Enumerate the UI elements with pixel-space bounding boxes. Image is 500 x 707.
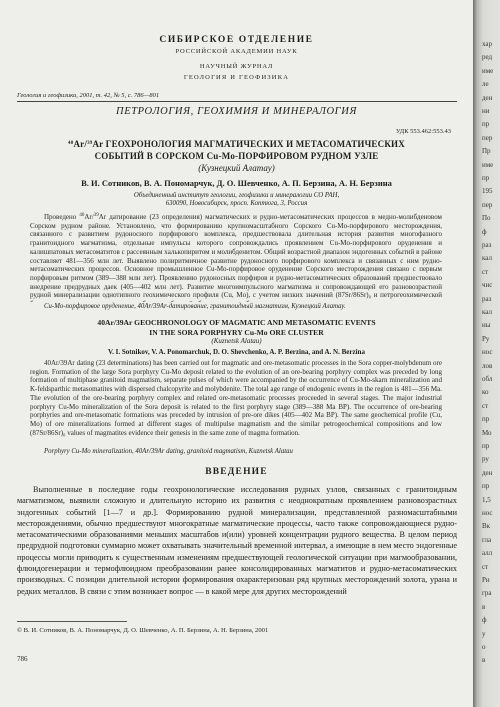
facing-page-fragment: ф — [482, 616, 487, 625]
facing-page-fragment: име — [482, 66, 494, 75]
masthead-line-3: НАУЧНЫЙ ЖУРНАЛ — [199, 63, 274, 70]
facing-page-fragment: пр — [482, 482, 490, 491]
facing-page-fragment: обл — [482, 375, 493, 383]
facing-page-fragment: у — [482, 629, 486, 638]
article-title-en-line-3: (Kuznetsk Alatau) — [211, 337, 262, 345]
authors-en: V. I. Sotnikov, V. A. Ponomarchuk, D. O. Shevchenko, A. P. Berzina, and A. N. Berzina — [108, 348, 365, 356]
abstract-ru: Проведено $^{40}$Ar/$^{39}$Ar датирование (23 определения) магматических и рудно-метасоматических процессов в медно-молибденовом Сорском рудном районе. Установлено, что формированию крупномасштабного Сорского Cu-Mo-порфирового месторождения, связанного с развитием рудоносного порфирового комплекса, предшествовала длительная история развития многофазного гранитоидного магматизма, отдельные импульсы которого сопровождались проявлением Cu-Mo-порфирового оруденения и калишпатовых метасоматитов с рассеянным халькопиритом и молибденитом. Общий возрастной диапазон эндогенных событий в районе составляет 481—356 млн лет. Выявлено полиритмичное развитие рудоносного порфирового комплекса и связанных с ним рудно-метасоматических процессов. Основное промышленное Cu-Mo-порфировое оруденение Сорского месторождения связано с первым порфировым ритмом (389—388 млн лет). Проявлению рудоносных порфиров и рудно-метасоматических образований предшествовало внедрение предрудных даек (405—402 млн лет). Развитие многоимпульсного магматизма и сопровождающей его разновозрастной рудной минерализации однотипного геохимического профиля (Cu, Mo), с учетом низких значений (87Sr/86Sr)₀ и петрогеохимической — [30, 213, 442, 300]
introduction-heading: ВВЕДЕНИЕ — [205, 467, 268, 477]
facing-page-fragment: Ру — [482, 334, 490, 343]
facing-page-fragment: ны — [482, 321, 491, 330]
facing-page-fragment: алл — [482, 549, 493, 558]
facing-page-fragment: лов — [482, 361, 493, 370]
facing-page-fragment: ф — [482, 227, 487, 236]
facing-page-fragment: ст — [482, 562, 489, 571]
affiliation-ru-line-2: 630090, Новосибирск, просп. Коптюга, 3, Россия — [165, 200, 308, 207]
article-title-en-line-1: 40Ar/39Ar GEOCHRONOLOGY OF MAGMATIC AND METASOMATIC EVENTS — [97, 318, 376, 327]
page-number: 786 — [17, 655, 28, 663]
facing-page-fragment: ст — [482, 401, 489, 410]
authors-ru: В. И. Сотников, В. А. Пономарчук, Д. О. Шевченко, А. П. Берзина, А. Н. Берзина — [81, 178, 392, 188]
article-title-en-line-2: IN THE SORA PORPHYRY Cu-Mo ORE CLUSTER — [149, 328, 324, 337]
facing-page-fragment: Пр — [482, 147, 491, 156]
facing-page-fragment: 195 — [482, 187, 493, 196]
article-title-ru-line-2: СОБЫТИЙ В СОРСКОМ Cu-Mo-ПОРФИРОВОМ РУДНОМ УЗЛЕ — [94, 151, 379, 161]
facing-page-fragment: ден — [482, 468, 493, 477]
facing-page-fragment: пр — [482, 174, 490, 182]
journal-reference: Геология и геофизика, 2001, т. 42, № 5, с. 786—801 — [17, 92, 160, 99]
section-title: ПЕТРОЛОГИЯ, ГЕОХИМИЯ И МИНЕРАЛОГИЯ — [116, 106, 357, 117]
header-rule — [17, 101, 457, 102]
introduction-text: Выполненные в последние годы геохронологические исследования рудных узлов, связанных с гранитоидным магматизмом, выявили сложную и длительную историю их развития с неоднократным проявлением разновозрастных эндогенных событий [1—7 и др.]. Формированию рудной минерализации, представленной разномасштабными месторождениями, обычно предшествуют многократные магматические процессы, часто также сопровождающиеся рудно-метасоматическими образованиями меньших масштабов и(или) уровней концентрации рудного вещества. В целом период предрудной подготовки суммарно может охватывать значительный временной интервал, а имеющие в нем место эндогенные процессы могли приводить к существенным изменениям предшествующей геологической ситуации при магмообразовании, флюидогенерации и термофлюидном преобразовании ранее консолидированных магматитов и рудно-метасоматических производных. С позиции длительной истории формирования охарактеризован ряд крупных месторождений золота, урана и редких металлов. В связи с этим возникает вопрос — в какой мере для других месторождений — [17, 485, 457, 596]
facing-page-fragment: нос — [482, 348, 493, 357]
facing-page-fragment: раз — [482, 294, 492, 303]
facing-page-fragment: ко — [482, 388, 489, 397]
facing-page-fragment: Вк — [482, 522, 491, 531]
udk-code: УДК 553.462:553.43 — [395, 128, 451, 135]
facing-page-fragment: чис — [482, 281, 493, 290]
facing-page-fragment: раз — [482, 241, 492, 249]
facing-page-fragment: в — [482, 656, 486, 665]
keywords-en: Porphyry Cu-Mo mineralization, 40Ar/39Ar dating, granitoid magmatism, Kuznetsk Alatau — [44, 448, 293, 455]
masthead-line-1: СИБИРСКОЕ ОТДЕЛЕНИЕ — [159, 35, 314, 45]
article-title-ru-line-3: (Кузнецкий Алатау) — [198, 163, 275, 173]
facing-page-fragment: гла — [482, 535, 492, 544]
facing-page-fragment: кал — [482, 254, 492, 263]
facing-page-fragment: пр — [482, 120, 490, 129]
facing-page-fragment: пр — [482, 415, 490, 424]
footnote-rule — [17, 621, 127, 622]
facing-page-fragment: в — [482, 602, 486, 611]
keywords-ru: Cu-Mo-порфировое оруденение, 40Ar/39Ar-датирование, гранитоидный магматизм, Кузнецкий Алатау. — [44, 303, 346, 310]
facing-page-fragment: ни — [482, 107, 490, 115]
facing-page-fragment: кал — [482, 308, 492, 316]
facing-page-fragment: ру — [482, 455, 489, 464]
abstract-en: 40Ar/39Ar dating (23 determinations) has been carried out for magmatic and ore-metasomatic processes in the Sora copper-molybdenum ore region. Formation of the large Sora porphyry Cu-Mo deposit related to the evolution of an ore-bearing porphyry complex was preceded by long formation of multiphase granitoid magmatism, separate pulses of which were accompanied by the occurrence of Cu-Mo-skarn mineralization and K-feldsparthic metasomatites with dispersed chalcopyrite and molybdenite. The total age range of endogenic events in the region is 481—356 Ma. The evolution of the ore-bearing porphyry complex and related ore-metasomatic processes proceeded in several stages. The major industrial porphyry Cu-Mo mineralization of the Sora deposit is related to the first porphyry stage (389—388 Ma BP). The occurrence of ore-bearing porphyries and ore-metasomatic formations was preceded by intrusion of pre-ore dikes (405—402 Ma BP). The same geochemical profile (Cu, Mo) of ore mineralizations formed at different stages of multipulse magmatism and the similar petrogeochemical compositions and low (87Sr/86Sr)₀ values of magmatites evidence their genesis in the same zone of magma formation. — [30, 359, 442, 437]
masthead-line-2: РОССИЙСКОЙ АКАДЕМИИ НАУК — [175, 48, 298, 55]
facing-page-fragment: пер — [482, 200, 493, 209]
facing-page-fragment: хар — [482, 40, 493, 48]
masthead-line-4: ГЕОЛОГИЯ И ГЕОФИЗИКА — [183, 74, 290, 81]
facing-page-fragment: 1,5 — [482, 495, 491, 504]
facing-page-fragment: ред — [482, 53, 493, 62]
facing-page-fragment: По — [482, 214, 491, 223]
facing-page-fragment: ст — [482, 267, 489, 276]
facing-page-fragment: Мо — [482, 428, 492, 437]
facing-page-fragment: пер — [482, 133, 493, 142]
facing-page-fragment: ле — [482, 80, 489, 89]
facing-page-fragment: име — [482, 160, 494, 169]
facing-page-fragment: нос — [482, 509, 493, 517]
copyright-note: © В. И. Сотников, В. А. Пономарчук, Д. О. Шевченко, А. П. Берзина, А. Н. Берзина, 2001 — [17, 627, 269, 634]
facing-page-fragment: Ри — [482, 576, 490, 584]
facing-page-fragment: о — [482, 643, 486, 651]
facing-page-fragment: гра — [482, 589, 492, 598]
facing-page-fragment: ден — [482, 93, 493, 102]
affiliation-ru-line-1: Объединенный институт геологии, геофизики и минералогии СО РАН, — [133, 192, 340, 199]
article-title-ru-line-1: $^{40}$Ar/$^{39}$Ar ГЕОХРОНОЛОГИЯ МАГМАТИЧЕСКИХ И МЕТАСОМАТИЧЕСКИХ — [68, 139, 405, 149]
facing-page-fragment: пр — [482, 442, 490, 450]
facing-page-edge — [473, 0, 500, 707]
